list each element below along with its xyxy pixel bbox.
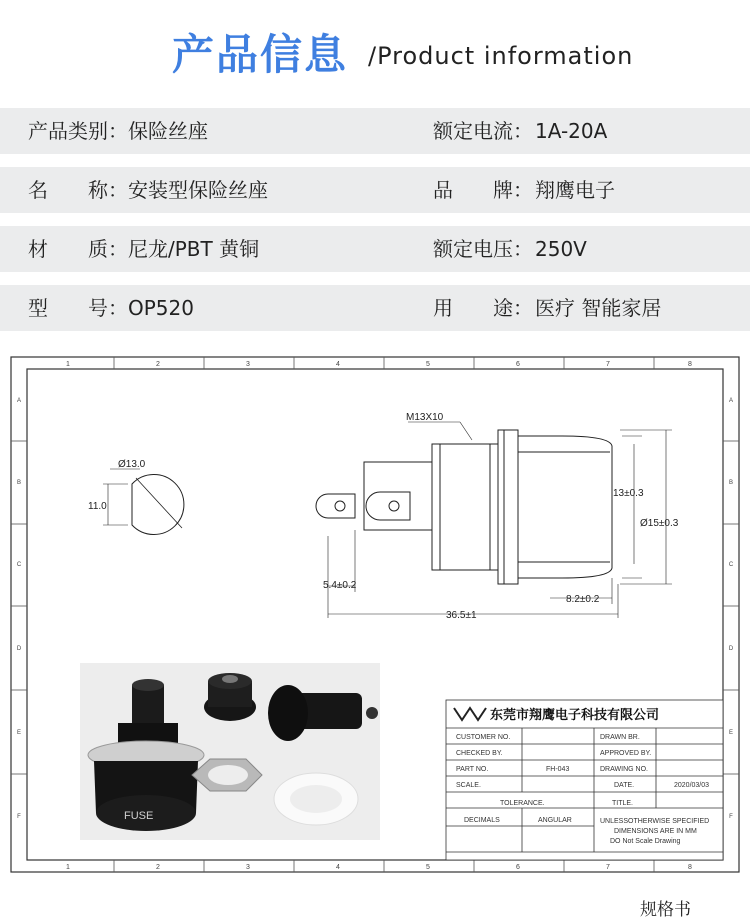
row-letter: D [728, 646, 734, 652]
row-letter: A [16, 398, 22, 404]
info-value: 尼龙/PBT 黄铜 [128, 237, 260, 261]
row-letter: A [728, 398, 734, 404]
row-letter: E [728, 730, 734, 736]
info-label: 用 途： [433, 296, 533, 320]
col-number: 6 [516, 361, 520, 368]
col-number: 8 [688, 864, 692, 871]
info-value: 医疗 智能家居 [535, 296, 662, 320]
col-number: 4 [336, 864, 340, 871]
tb-date-value: 2020/03/03 [674, 782, 710, 789]
tb-approved-by: APPROVED BY. [600, 750, 652, 757]
fuse-holder-image [88, 723, 204, 831]
tb-note: DIMENSIONS ARE IN MM [614, 828, 697, 835]
dim-flange-dia: Ø15±0.3 [640, 518, 679, 529]
info-value: 250V [535, 237, 587, 261]
info-row [0, 108, 750, 154]
col-number: 5 [426, 361, 430, 368]
info-value: 安装型保险丝座 [128, 178, 268, 202]
washer-image [274, 773, 358, 825]
info-label: 名 称： [28, 178, 128, 202]
info-value: OP520 [128, 296, 194, 320]
spec-sheet-label: 规格书 [640, 900, 691, 920]
tb-part-no: PART NO. [456, 766, 489, 773]
col-number: 6 [516, 864, 520, 871]
col-number: 7 [606, 361, 610, 368]
info-label: 额定电压： [433, 237, 533, 261]
product-photo [80, 663, 380, 840]
row-letter: D [16, 646, 22, 652]
tb-note: DO Not Scale Drawing [610, 838, 681, 845]
dim-circle: Ø13.0 [118, 459, 146, 470]
dim-tab: 5.4±0.2 [323, 580, 357, 591]
tb-checked-by: CHECKED BY. [456, 750, 503, 757]
info-value: 1A-20A [535, 119, 608, 143]
page-subtitle: /Product information [368, 42, 634, 70]
page-title: 产品信息 [172, 30, 349, 79]
row-letter: F [17, 814, 21, 820]
tb-customer-no: CUSTOMER NO. [456, 734, 511, 741]
tb-angular: ANGULAR [538, 817, 572, 824]
page-header [0, 22, 750, 82]
col-number: 2 [156, 864, 160, 871]
row-letter: F [729, 814, 733, 820]
fuse-label: FUSE [124, 810, 154, 822]
dim-cap-length: 8.2±0.2 [566, 594, 600, 605]
insert-image [204, 673, 256, 721]
row-letter: C [728, 562, 734, 568]
col-number: 3 [246, 361, 250, 368]
col-number: 1 [66, 864, 70, 871]
col-number: 2 [156, 361, 160, 368]
tb-note: UNLESSOTHERWISE SPECIFIED [600, 818, 710, 825]
dim-flat: 11.0 [88, 501, 107, 512]
col-number: 5 [426, 864, 430, 871]
company-name: 东莞市翔鹰电子科技有限公司 [490, 707, 660, 722]
row-letter: C [16, 562, 22, 568]
hex-nut-image [192, 759, 262, 791]
tb-drawing-no: DRAWING NO. [600, 766, 648, 773]
row-letter: E [16, 730, 22, 736]
info-row [0, 167, 750, 213]
info-row [0, 226, 750, 272]
row-letter: B [728, 480, 734, 486]
tb-drawn-by: DRAWN BR. [600, 734, 640, 741]
tb-title: TITLE. [612, 800, 634, 807]
info-label: 产品类别： [28, 119, 128, 143]
info-label: 材 质： [28, 237, 128, 261]
tb-tolerance: TOLERANCE. [500, 800, 545, 807]
tb-part-no-value: FH-043 [546, 766, 570, 773]
fuse-cap-image [132, 679, 164, 723]
title-block-grid [446, 700, 723, 860]
dim-cap-height: 13±0.3 [613, 488, 644, 499]
tb-scale: SCALE. [456, 782, 481, 789]
tb-decimals: DECIMALS [464, 817, 500, 824]
col-number: 4 [336, 361, 340, 368]
info-value: 翔鹰电子 [535, 178, 615, 202]
col-number: 3 [246, 864, 250, 871]
info-row [0, 285, 750, 331]
row-letter: B [16, 480, 22, 486]
info-label: 品 牌： [433, 178, 533, 202]
col-number: 1 [66, 361, 70, 368]
col-number: 8 [688, 361, 692, 368]
info-label: 型 号： [28, 296, 128, 320]
info-label: 额定电流： [433, 119, 533, 143]
tb-date: DATE. [614, 782, 635, 789]
col-number: 7 [606, 864, 610, 871]
dim-total: 36.5±1 [446, 610, 477, 621]
dim-thread: M13X10 [406, 412, 444, 423]
side-holder-image [268, 685, 378, 741]
info-value: 保险丝座 [128, 119, 208, 143]
